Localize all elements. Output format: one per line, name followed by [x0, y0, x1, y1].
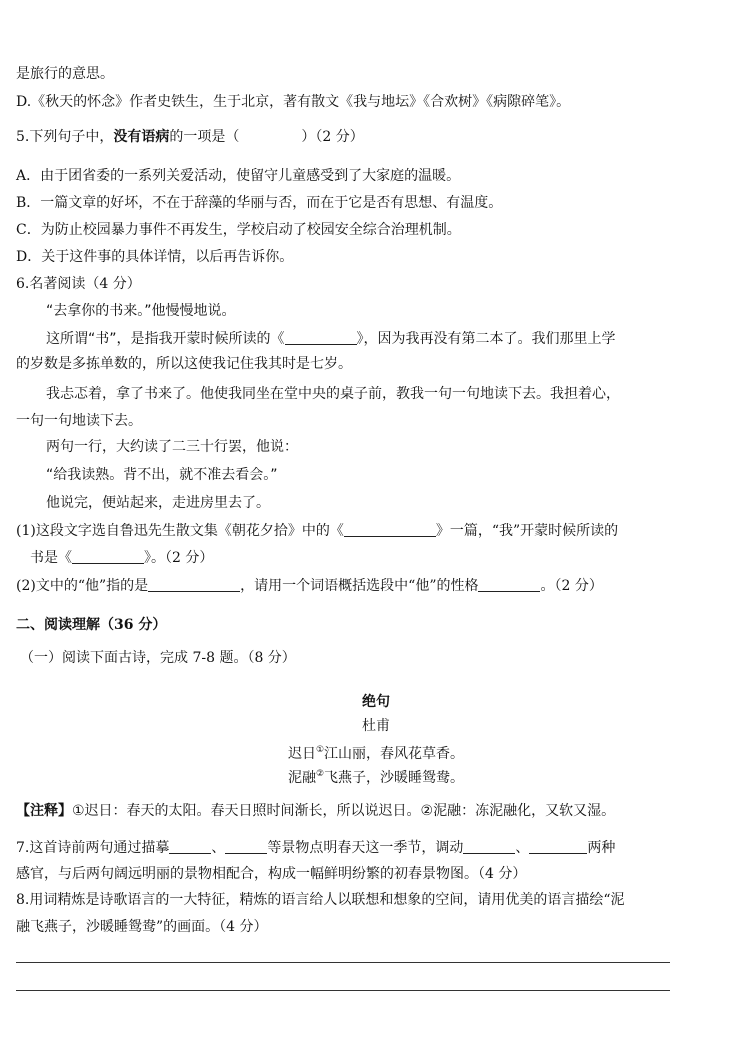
q6-s2-end: 。（2 分）	[540, 578, 603, 594]
q7-stem	[16, 838, 615, 858]
q6-s1-blank1[interactable]	[344, 522, 436, 537]
annotation	[16, 801, 615, 821]
annotation-text: ①迟日：春天的太阳。春天日照时间渐长，所以说迟日。②泥融：冻泥融化，又软又湿。	[72, 803, 616, 819]
q6-p2-pre: 这所谓“书”，是指我开蒙时候所读的《	[46, 331, 285, 347]
q5-stem-end: ）（2 分）	[301, 129, 364, 145]
q6-passage-p2	[46, 329, 616, 349]
q7-end: 两种	[587, 840, 616, 856]
q7-pre: 7.这首诗前两句通过描摹	[16, 840, 170, 856]
note-ref-2: ②	[315, 769, 325, 779]
q5-stem-bold: 没有语病	[113, 129, 170, 145]
text-line: 是旅行的意思。	[16, 66, 114, 82]
q6-s2-pre: (2)文中的“他”指的是	[16, 578, 149, 594]
q6-passage-p2-cont: 的岁数是多拣单数的，所以这使我记住我其时是七岁。	[16, 356, 352, 372]
q5-stem-post: 的一项是（	[169, 129, 240, 145]
q6-subq-1-cont	[30, 548, 213, 568]
q6-p2-blank[interactable]	[285, 330, 357, 345]
q5-stem	[16, 127, 364, 147]
q6-title: 6.名著阅读（4 分）	[16, 276, 141, 292]
poem-l1-a: 迟日	[287, 746, 316, 762]
q6-s2-mid: ，请用一个词语概括选段中“他”的性格	[240, 578, 479, 594]
poem-l1-b: 江山丽，春风花草香。	[324, 746, 465, 762]
q6-subq-2	[16, 576, 603, 596]
q6-s1-mid: 》一篇，“我”开蒙时候所读的	[435, 523, 619, 539]
answer-line-1[interactable]	[16, 962, 670, 963]
poem-line-2	[0, 764, 752, 788]
q7-sep2: 、	[515, 840, 530, 856]
note-ref-1: ①	[315, 745, 325, 755]
q6-passage-p3-cont: 一句一句地读下去。	[16, 413, 142, 429]
q8-stem: 8.用词精炼是诗歌语言的一大特征，精炼的语言给人以联想和想象的空间，请用优美的语言描绘“泥	[16, 892, 625, 908]
q6-passage-p4: 两句一行，大约读了二三十行罢，他说：	[46, 439, 298, 455]
q7-blank1[interactable]	[169, 839, 211, 854]
q6-passage-p1: “去拿你的书来。”他慢慢地说。	[46, 303, 236, 319]
poem-l2-a: 泥融	[287, 770, 316, 786]
option-d-previous: D.《秋天的怀念》作者史铁生，生于北京，著有散文《我与地坛》《合欢树》《病隙碎笔》。	[16, 94, 571, 110]
q5-stem-pre: 5.下列句子中，	[16, 129, 114, 145]
q7-mid: 等景物点明春天这一季节，调动	[267, 840, 464, 856]
q6-passage-p3: 我忐忑着，拿了书来了。他使我同坐在堂中央的桌子前，教我一句一句地读下去。我担着心，	[46, 386, 620, 402]
subsection-title: （一）阅读下面古诗，完成 7-8 题。（8 分）	[20, 650, 296, 666]
q6-s2-blank2[interactable]	[478, 577, 540, 592]
q6-passage-p5: “给我读熟。背不出，就不准去看会。”	[46, 467, 278, 483]
q6-s2-blank1[interactable]	[148, 577, 240, 592]
q5-option-a: A．由于团省委的一系列关爱活动，使留守儿童感受到了大家庭的温暖。	[16, 168, 461, 184]
q6-s1-cont-pre: 书是《	[30, 550, 72, 566]
answer-line-2[interactable]	[16, 990, 670, 991]
q5-option-b: B．一篇文章的好坏，不在于辞藻的华丽与否，而在于它是否有思想、有温度。	[16, 195, 503, 211]
q7-blank2[interactable]	[225, 839, 267, 854]
poem-title: 绝句	[362, 694, 390, 710]
poem-author: 杜甫	[362, 718, 390, 734]
q6-passage-p6: 他说完，便站起来，走进房里去了。	[46, 495, 270, 511]
annotation-label: 【注释】	[16, 803, 72, 819]
q7-blank3[interactable]	[463, 839, 515, 854]
poem-l2-b: 飞燕子，沙暖睡鸳鸯。	[324, 770, 465, 786]
q7-blank4[interactable]	[529, 839, 587, 854]
q6-subq-1	[16, 521, 618, 541]
q6-s1-pre: (1)这段文字选自鲁迅先生散文集《朝花夕拾》中的《	[16, 523, 344, 539]
poem-line-1	[0, 740, 752, 764]
q5-option-d: D．关于这件事的具体详情，以后再告诉你。	[16, 249, 294, 265]
q5-option-c: C．为防止校园暴力事件不再发生，学校启动了校园安全综合治理机制。	[16, 222, 461, 238]
q8-stem-cont: 融飞燕子，沙暖睡鸳鸯”的画面。（4 分）	[16, 919, 268, 935]
q7-stem-cont: 感官，与后两句阔远明丽的景物相配合，构成一幅鲜明纷繁的初春景物图。（4 分）	[16, 866, 527, 882]
q6-p2-post: 》，因为我再没有第二本了。我们那里上学	[356, 331, 616, 347]
q6-s1-blank2[interactable]	[72, 549, 144, 564]
q7-sep: 、	[211, 840, 226, 856]
q6-s1-cont-post: 》。（2 分）	[144, 550, 214, 566]
section-title: 二、阅读理解（36 分）	[16, 617, 167, 633]
